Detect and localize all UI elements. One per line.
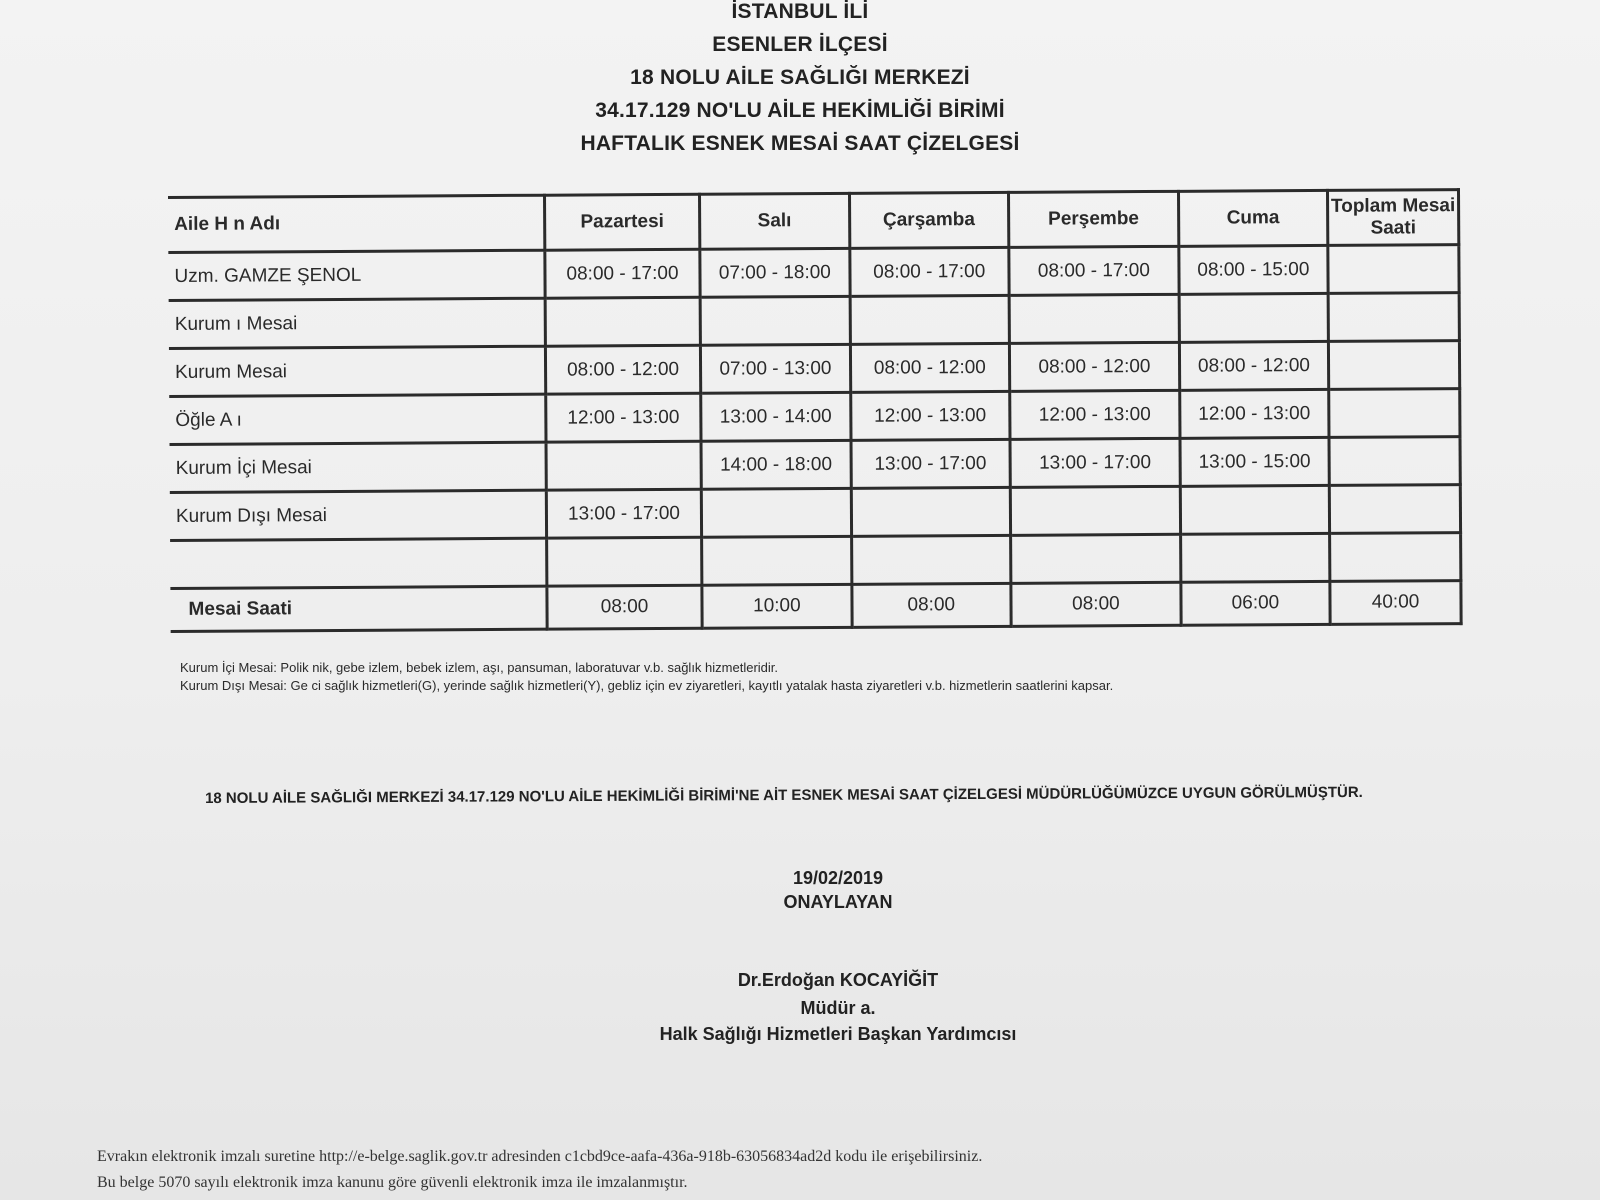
table-cell — [545, 297, 701, 346]
table-row — [169, 293, 1460, 349]
row-label — [170, 538, 547, 588]
footnote-external-hours: Kurum Dışı Mesai: Ge ci sağlık hizmetleri(G), yerinde sağlık hizmetleri(Y), gebliz için ev ziyaretleri, kayıtlı yatalak hasta ziyaretleri v.b. hizmetlerin saatlerini kapsar. — [180, 678, 1114, 693]
table-row — [168, 245, 1459, 301]
table-cell — [1328, 341, 1459, 390]
table-cell: 08:00 - 12:00 — [545, 345, 701, 394]
table-row — [170, 485, 1461, 541]
table-row — [169, 389, 1460, 445]
table-row — [170, 533, 1461, 589]
row-label: Kurum Dışı Mesai — [170, 490, 547, 540]
table-cell: 13:00 - 17:00 — [1010, 438, 1180, 487]
total-row — [170, 581, 1461, 632]
footnote-internal-hours: Kurum İçi Mesai: Polik nik, gebe izlem, bebek izlem, aşı, pansuman, laboratuvar v.b. sağlık hizmetleridir. — [180, 660, 779, 675]
row-label: Uzm. GAMZE ŞENOL — [168, 250, 545, 300]
table-cell: 13:00 - 14:00 — [701, 392, 851, 441]
table-cell — [1179, 293, 1329, 342]
signer-title: Müdür a. — [800, 998, 876, 1018]
row-label: Kurum İçi Mesai — [170, 442, 547, 492]
total-cell: 10:00 — [702, 584, 852, 628]
approver-label: ONAYLAYAN — [783, 892, 893, 912]
table-cell: 13:00 - 17:00 — [851, 439, 1011, 488]
table-cell: 13:00 - 17:00 — [546, 489, 702, 538]
header-document-title: HAFTALIK ESNEK MESAİ SAAT ÇİZELGESİ — [580, 132, 1020, 155]
table-cell — [546, 441, 702, 490]
row-label: Kurum ı Mesai — [169, 298, 546, 348]
total-cell: 08:00 — [1011, 582, 1181, 626]
column-header: Toplam Mesai Saati — [1328, 190, 1459, 246]
signer-name: Dr.Erdoğan KOCAYİĞİT — [737, 970, 939, 990]
table-cell: 12:00 - 13:00 — [850, 391, 1010, 440]
row-label: Öğle A ı — [169, 394, 546, 444]
total-cell: 08:00 — [851, 583, 1011, 627]
table-cell: 07:00 - 18:00 — [700, 248, 850, 297]
table-cell: 07:00 - 13:00 — [701, 344, 851, 393]
table-cell: 12:00 - 13:00 — [1179, 389, 1329, 438]
total-cell: 06:00 — [1181, 581, 1331, 625]
table-cell: 08:00 - 15:00 — [1179, 245, 1329, 294]
table-cell — [1010, 486, 1180, 535]
total-label: Mesai Saati — [170, 586, 547, 631]
total-cell: 40:00 — [1330, 581, 1461, 625]
table-row — [169, 341, 1460, 397]
table-cell: 14:00 - 18:00 — [701, 440, 851, 489]
table-cell — [1011, 534, 1181, 583]
table-cell: 13:00 - 15:00 — [1180, 437, 1330, 486]
column-header: Çarşamba — [849, 192, 1009, 248]
table-cell — [850, 295, 1010, 344]
table-cell: 08:00 - 17:00 — [1009, 246, 1179, 295]
table-cell — [1180, 485, 1330, 534]
table-cell — [851, 535, 1011, 584]
column-header: Aile H n Adı — [168, 195, 545, 252]
table-header-row — [168, 190, 1459, 253]
header-province: İSTANBUL İLİ — [731, 0, 869, 23]
signer-position: Halk Sağlığı Hizmetleri Başkan Yardımcısı — [659, 1024, 1017, 1044]
table-cell — [702, 536, 852, 585]
header-unit: 34.17.129 NO'LU AİLE HEKİMLİĞİ BİRİMİ — [595, 99, 1005, 122]
table-cell — [1330, 533, 1461, 582]
table-cell — [1180, 533, 1330, 582]
table-cell — [700, 296, 850, 345]
table-cell — [1329, 437, 1460, 486]
column-header: Cuma — [1178, 190, 1328, 246]
table-cell — [1328, 245, 1459, 294]
header-health-center: 18 NOLU AİLE SAĞLIĞI MERKEZİ — [630, 66, 970, 89]
table-cell — [702, 488, 852, 537]
schedule-table — [168, 188, 1463, 633]
column-header: Salı — [700, 193, 850, 249]
table-cell — [1328, 293, 1459, 342]
header-district: ESENLER İLÇESİ — [712, 33, 888, 56]
table-cell: 08:00 - 12:00 — [1009, 342, 1179, 391]
table-cell — [1009, 294, 1179, 343]
column-header: Perşembe — [1009, 191, 1179, 247]
table-cell — [1329, 485, 1460, 534]
table-cell: 12:00 - 13:00 — [1010, 390, 1180, 439]
table-row — [170, 437, 1461, 493]
column-header: Pazartesi — [544, 194, 700, 250]
table-cell: 08:00 - 12:00 — [1179, 341, 1329, 390]
e-signature-law-notice: Bu belge 5070 sayılı elektronik imza kanunu göre güvenli elektronik imza ile imzalanmıştır. — [97, 1174, 688, 1191]
table-cell — [546, 537, 702, 586]
row-label: Kurum Mesai — [169, 346, 546, 396]
approval-date: 19/02/2019 — [792, 868, 884, 888]
table-cell: 12:00 - 13:00 — [546, 393, 702, 442]
total-cell: 08:00 — [547, 585, 703, 629]
table-cell — [1329, 389, 1460, 438]
table-cell: 08:00 - 17:00 — [545, 249, 701, 298]
table-cell: 08:00 - 17:00 — [849, 247, 1009, 296]
e-signature-notice: Evrakın elektronik imzalı suretine http://e-belge.saglik.gov.tr adresinden c1cbd9ce-aafa-436a-918b-63056834ad2d kodu ile erişebilirsiniz. — [97, 1148, 983, 1165]
approval-statement: 18 NOLU AİLE SAĞLIĞI MERKEZİ 34.17.129 NO'LU AİLE HEKİMLİĞİ BİRİMİ'NE AİT ESNEK MESAİ SAAT ÇİZELGESİ MÜDÜRLÜĞÜMÜZCE UYGUN GÖRÜLMÜŞTÜR. — [205, 783, 1363, 807]
table-cell: 08:00 - 12:00 — [850, 343, 1010, 392]
table-cell — [851, 487, 1011, 536]
